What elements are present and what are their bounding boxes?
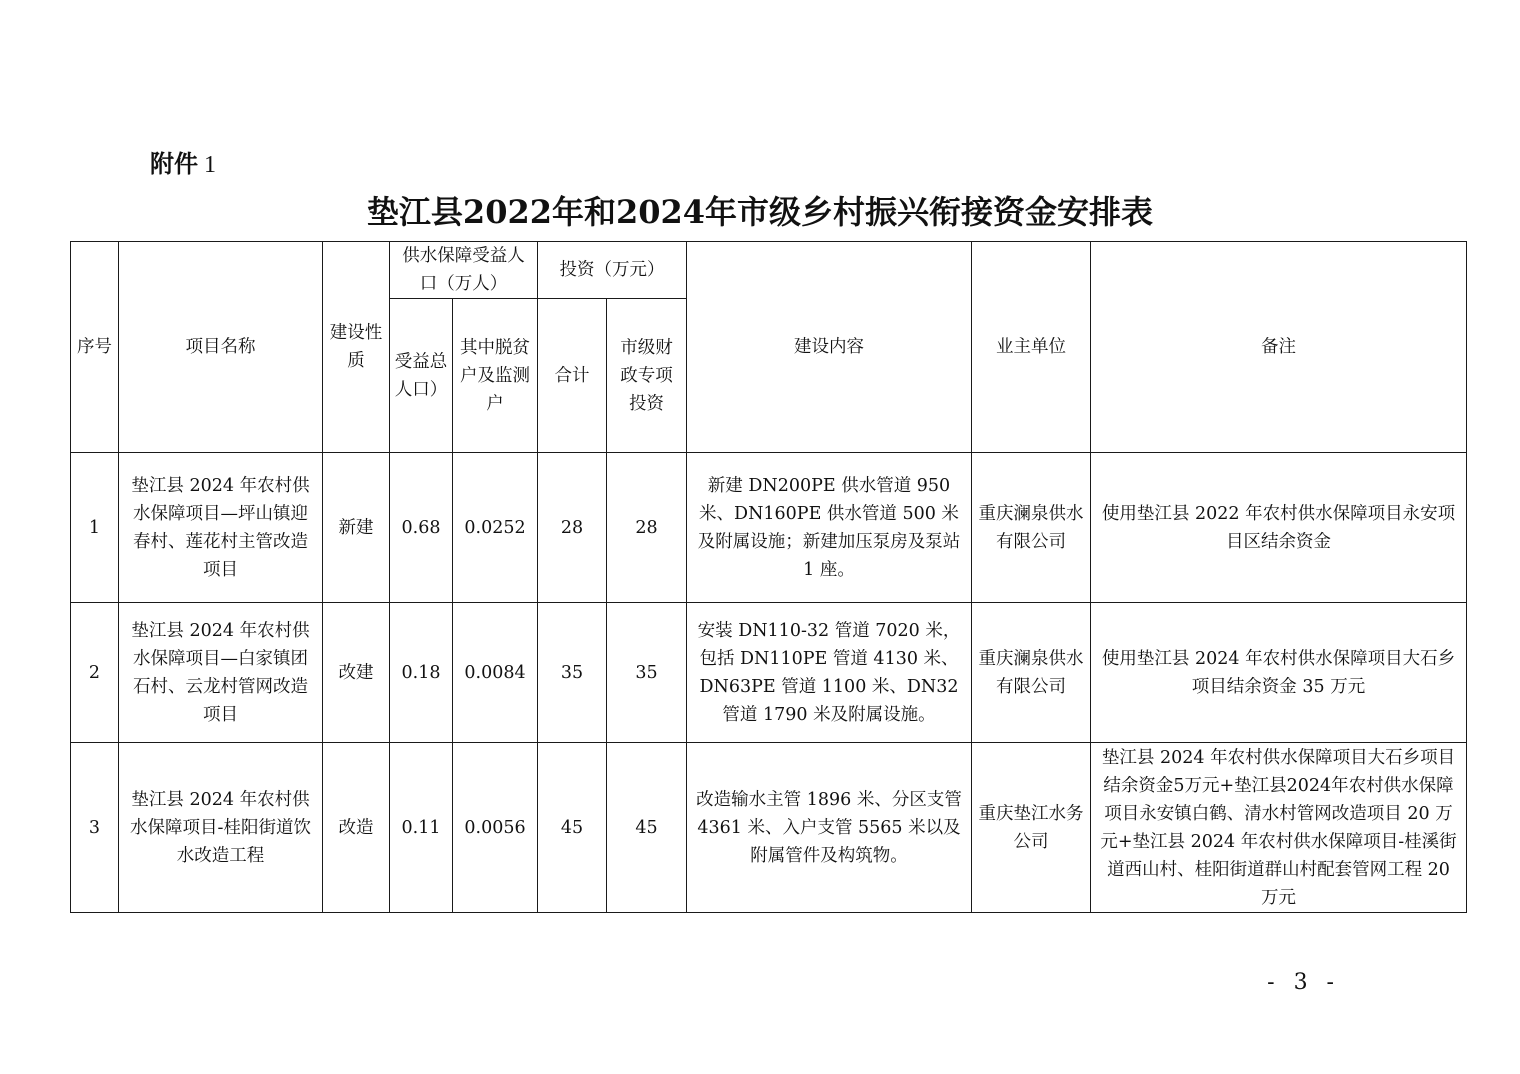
cell-construction-content: 改造输水主管 1896 米、分区支管 4361 米、入户支管 5565 米以及附属管件及构筑物。 xyxy=(687,743,972,913)
cell-project-name: 垫江县 2024 年农村供水保障项目—坪山镇迎春村、莲花村主管改造项目 xyxy=(119,453,323,603)
cell-construction-content: 安装 DN110-32 管道 7020 米，包括 DN110PE 管道 4130 米、DN63PE 管道 1100 米、DN32 管道 1790 米及附属设施。 xyxy=(687,603,972,743)
cell-project-name: 垫江县 2024 年农村供水保障项目—白家镇团石村、云龙村管网改造项目 xyxy=(119,603,323,743)
cell-owner: 重庆垫江水务公司 xyxy=(972,743,1091,913)
cell-seq: 3 xyxy=(71,743,119,913)
document-title: 垫江县2022年和2024年市级乡村振兴衔接资金安排表 xyxy=(366,193,1154,231)
cell-remark: 使用垫江县 2024 年农村供水保障项目大石乡项目结余资金 35 万元 xyxy=(1091,603,1467,743)
cell-project-name: 垫江县 2024 年农村供水保障项目-桂阳街道饮水改造工程 xyxy=(119,743,323,913)
header-population-group: 供水保障受益人口（万人） xyxy=(390,242,538,299)
cell-construction-type: 新建 xyxy=(323,453,390,603)
header-row-top xyxy=(71,242,1467,299)
cell-population-total: 0.68 xyxy=(390,453,453,603)
cell-investment-total: 28 xyxy=(538,453,607,603)
cell-investment-city: 35 xyxy=(607,603,687,743)
cell-investment-city: 28 xyxy=(607,453,687,603)
header-investment-group: 投资（万元） xyxy=(538,242,687,299)
table-body xyxy=(71,453,1467,913)
cell-owner: 重庆澜泉供水有限公司 xyxy=(972,453,1091,603)
header-investment-city: 市级财政专项投资 xyxy=(607,299,687,453)
cell-construction-type: 改建 xyxy=(323,603,390,743)
table-row xyxy=(71,453,1467,603)
cell-population-poor: 0.0056 xyxy=(453,743,538,913)
cell-population-total: 0.11 xyxy=(390,743,453,913)
cell-seq: 2 xyxy=(71,603,119,743)
attachment-label-text: 附件 xyxy=(150,150,198,178)
header-construction-content: 建设内容 xyxy=(687,242,972,453)
cell-investment-total: 45 xyxy=(538,743,607,913)
cell-remark: 垫江县 2024 年农村供水保障项目大石乡项目结余资金5万元+垫江县2024年农村供水保障项目永安镇白鹤、清水村管网改造项目 20 万元+垫江县 2024 年农村供水保障项目-桂溪街道西山村、桂阳街道群山村配套管网工程 20 万元 xyxy=(1091,743,1467,913)
table-row xyxy=(71,603,1467,743)
cell-investment-city: 45 xyxy=(607,743,687,913)
table-header xyxy=(71,242,1467,453)
header-population-total: 受益总人口） xyxy=(390,299,453,453)
cell-population-poor: 0.0252 xyxy=(453,453,538,603)
attachment-label xyxy=(150,144,216,185)
cell-construction-content: 新建 DN200PE 供水管道 950 米、DN160PE 供水管道 500 米及附属设施；新建加压泵房及泵站 1 座。 xyxy=(687,453,972,603)
cell-owner: 重庆澜泉供水有限公司 xyxy=(972,603,1091,743)
header-investment-total: 合计 xyxy=(538,299,607,453)
page-number: - 3 - xyxy=(1267,970,1340,995)
header-seq: 序号 xyxy=(71,242,119,453)
header-remark: 备注 xyxy=(1091,242,1467,453)
cell-population-poor: 0.0084 xyxy=(453,603,538,743)
header-project-name: 项目名称 xyxy=(119,242,323,453)
attachment-number: 1 xyxy=(204,152,216,178)
cell-investment-total: 35 xyxy=(538,603,607,743)
header-population-poor: 其中脱贫户及监测户 xyxy=(453,299,538,453)
table-row xyxy=(71,743,1467,913)
cell-seq: 1 xyxy=(71,453,119,603)
cell-population-total: 0.18 xyxy=(390,603,453,743)
cell-remark: 使用垫江县 2022 年农村供水保障项目永安项目区结余资金 xyxy=(1091,453,1467,603)
cell-construction-type: 改造 xyxy=(323,743,390,913)
header-construction-type: 建设性质 xyxy=(323,242,390,453)
header-owner: 业主单位 xyxy=(972,242,1091,453)
allocation-table xyxy=(70,241,1467,913)
